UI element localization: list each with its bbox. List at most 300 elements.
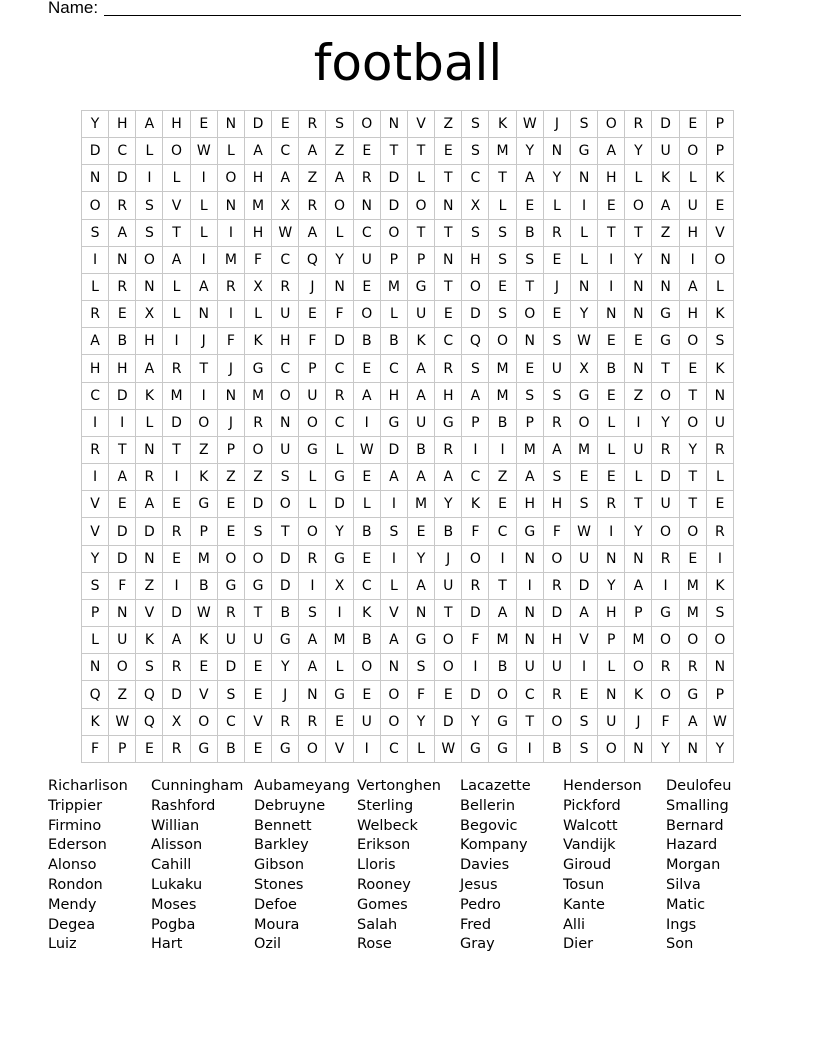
grid-cell[interactable]: O (517, 301, 544, 328)
grid-cell[interactable]: U (544, 654, 571, 681)
grid-cell[interactable]: S (571, 709, 598, 736)
grid-cell[interactable]: T (408, 220, 435, 247)
grid-cell[interactable]: B (435, 518, 462, 545)
grid-cell[interactable]: W (571, 328, 598, 355)
grid-cell[interactable]: E (163, 491, 190, 518)
grid-cell[interactable]: B (354, 627, 381, 654)
grid-cell[interactable]: E (354, 464, 381, 491)
grid-cell[interactable]: I (381, 491, 408, 518)
grid-cell[interactable]: S (462, 220, 489, 247)
grid-cell[interactable]: Z (652, 220, 679, 247)
grid-cell[interactable]: Y (625, 138, 652, 165)
grid-cell[interactable]: R (82, 437, 109, 464)
grid-cell[interactable]: E (218, 518, 245, 545)
grid-cell[interactable]: D (163, 681, 190, 708)
grid-cell[interactable]: A (354, 383, 381, 410)
grid-cell[interactable]: A (381, 627, 408, 654)
grid-cell[interactable]: D (435, 709, 462, 736)
grid-cell[interactable]: S (82, 220, 109, 247)
grid-cell[interactable]: K (707, 355, 734, 382)
grid-cell[interactable]: I (652, 573, 679, 600)
grid-cell[interactable]: G (218, 573, 245, 600)
grid-cell[interactable]: G (571, 383, 598, 410)
grid-cell[interactable]: H (598, 165, 625, 192)
grid-cell[interactable]: O (191, 410, 218, 437)
grid-cell[interactable]: D (272, 546, 299, 573)
grid-cell[interactable]: L (136, 410, 163, 437)
grid-cell[interactable]: D (272, 573, 299, 600)
grid-cell[interactable]: L (354, 491, 381, 518)
grid-cell[interactable]: P (462, 410, 489, 437)
grid-cell[interactable]: D (109, 165, 136, 192)
grid-cell[interactable]: S (136, 654, 163, 681)
grid-cell[interactable]: M (680, 573, 707, 600)
grid-cell[interactable]: G (462, 736, 489, 763)
grid-cell[interactable]: C (354, 220, 381, 247)
grid-cell[interactable]: K (625, 681, 652, 708)
grid-cell[interactable]: U (652, 491, 679, 518)
grid-cell[interactable]: U (598, 709, 625, 736)
grid-cell[interactable]: E (245, 681, 272, 708)
grid-cell[interactable]: S (136, 220, 163, 247)
grid-cell[interactable]: A (489, 600, 516, 627)
grid-cell[interactable]: K (707, 573, 734, 600)
grid-cell[interactable]: R (680, 654, 707, 681)
grid-cell[interactable]: V (82, 518, 109, 545)
grid-cell[interactable]: O (462, 274, 489, 301)
grid-cell[interactable]: N (136, 274, 163, 301)
grid-cell[interactable]: S (299, 600, 326, 627)
grid-cell[interactable]: D (109, 518, 136, 545)
grid-cell[interactable]: L (163, 165, 190, 192)
grid-cell[interactable]: F (299, 328, 326, 355)
grid-cell[interactable]: O (245, 437, 272, 464)
grid-cell[interactable]: D (109, 383, 136, 410)
grid-cell[interactable]: S (571, 111, 598, 138)
grid-cell[interactable]: U (408, 410, 435, 437)
grid-cell[interactable]: B (272, 600, 299, 627)
grid-cell[interactable]: K (707, 301, 734, 328)
grid-cell[interactable]: H (544, 627, 571, 654)
grid-cell[interactable]: D (544, 600, 571, 627)
grid-cell[interactable]: I (462, 437, 489, 464)
grid-cell[interactable]: Z (218, 464, 245, 491)
grid-cell[interactable]: N (381, 111, 408, 138)
grid-cell[interactable]: F (462, 518, 489, 545)
grid-cell[interactable]: M (218, 247, 245, 274)
grid-cell[interactable]: R (299, 192, 326, 219)
grid-cell[interactable]: S (245, 518, 272, 545)
grid-cell[interactable]: S (326, 111, 353, 138)
grid-cell[interactable]: N (218, 192, 245, 219)
grid-cell[interactable]: I (598, 518, 625, 545)
grid-cell[interactable]: O (245, 546, 272, 573)
grid-cell[interactable]: O (109, 654, 136, 681)
grid-cell[interactable]: A (517, 165, 544, 192)
grid-cell[interactable]: P (82, 600, 109, 627)
grid-cell[interactable]: I (299, 573, 326, 600)
grid-cell[interactable]: J (218, 410, 245, 437)
grid-cell[interactable]: B (354, 328, 381, 355)
grid-cell[interactable]: K (462, 491, 489, 518)
grid-cell[interactable]: D (462, 600, 489, 627)
grid-cell[interactable]: T (191, 355, 218, 382)
grid-cell[interactable]: A (435, 464, 462, 491)
grid-cell[interactable]: A (299, 220, 326, 247)
grid-cell[interactable]: V (136, 600, 163, 627)
grid-cell[interactable]: E (435, 301, 462, 328)
grid-cell[interactable]: A (299, 138, 326, 165)
grid-cell[interactable]: V (191, 681, 218, 708)
grid-cell[interactable]: S (544, 383, 571, 410)
grid-cell[interactable]: E (544, 247, 571, 274)
grid-cell[interactable]: G (191, 736, 218, 763)
grid-cell[interactable]: Y (326, 518, 353, 545)
grid-cell[interactable]: H (245, 165, 272, 192)
grid-cell[interactable]: I (571, 654, 598, 681)
grid-cell[interactable]: Z (489, 464, 516, 491)
grid-cell[interactable]: L (163, 301, 190, 328)
grid-cell[interactable]: O (381, 709, 408, 736)
grid-cell[interactable]: S (707, 328, 734, 355)
grid-cell[interactable]: R (652, 654, 679, 681)
grid-cell[interactable]: N (517, 627, 544, 654)
grid-cell[interactable]: C (435, 328, 462, 355)
grid-cell[interactable]: N (326, 274, 353, 301)
grid-cell[interactable]: I (163, 573, 190, 600)
grid-cell[interactable]: E (435, 681, 462, 708)
grid-cell[interactable]: U (109, 627, 136, 654)
grid-cell[interactable]: R (435, 355, 462, 382)
grid-cell[interactable]: E (218, 491, 245, 518)
grid-cell[interactable]: L (625, 464, 652, 491)
grid-cell[interactable]: K (408, 328, 435, 355)
grid-cell[interactable]: M (625, 627, 652, 654)
grid-cell[interactable]: A (381, 464, 408, 491)
grid-cell[interactable]: K (191, 627, 218, 654)
grid-cell[interactable]: I (462, 654, 489, 681)
grid-cell[interactable]: D (163, 410, 190, 437)
grid-cell[interactable]: Y (652, 410, 679, 437)
grid-cell[interactable]: K (652, 165, 679, 192)
grid-cell[interactable]: L (218, 138, 245, 165)
grid-cell[interactable]: I (136, 165, 163, 192)
grid-cell[interactable]: D (652, 111, 679, 138)
grid-cell[interactable]: W (517, 111, 544, 138)
grid-cell[interactable]: N (625, 274, 652, 301)
grid-cell[interactable]: H (544, 491, 571, 518)
grid-cell[interactable]: U (272, 437, 299, 464)
grid-cell[interactable]: G (652, 301, 679, 328)
grid-cell[interactable]: D (163, 600, 190, 627)
grid-cell[interactable]: N (381, 654, 408, 681)
grid-cell[interactable]: L (598, 410, 625, 437)
grid-cell[interactable]: G (435, 410, 462, 437)
grid-cell[interactable]: Q (462, 328, 489, 355)
grid-cell[interactable]: O (680, 627, 707, 654)
grid-cell[interactable]: O (489, 681, 516, 708)
grid-cell[interactable]: F (462, 627, 489, 654)
grid-cell[interactable]: Z (191, 437, 218, 464)
grid-cell[interactable]: O (136, 247, 163, 274)
grid-cell[interactable]: N (82, 165, 109, 192)
grid-cell[interactable]: B (544, 736, 571, 763)
grid-cell[interactable]: L (299, 464, 326, 491)
grid-cell[interactable]: I (571, 192, 598, 219)
grid-cell[interactable]: G (408, 274, 435, 301)
grid-cell[interactable]: D (82, 138, 109, 165)
grid-cell[interactable]: R (163, 355, 190, 382)
grid-cell[interactable]: M (571, 437, 598, 464)
grid-cell[interactable]: T (598, 220, 625, 247)
grid-cell[interactable]: M (245, 383, 272, 410)
grid-cell[interactable]: Y (652, 736, 679, 763)
grid-cell[interactable]: U (707, 410, 734, 437)
grid-cell[interactable]: G (326, 546, 353, 573)
grid-cell[interactable]: K (191, 464, 218, 491)
grid-cell[interactable]: P (381, 247, 408, 274)
grid-cell[interactable]: T (163, 437, 190, 464)
grid-cell[interactable]: T (680, 383, 707, 410)
grid-cell[interactable]: A (163, 627, 190, 654)
grid-cell[interactable]: U (625, 437, 652, 464)
grid-cell[interactable]: H (680, 301, 707, 328)
grid-cell[interactable]: X (272, 192, 299, 219)
grid-cell[interactable]: E (299, 301, 326, 328)
grid-cell[interactable]: F (82, 736, 109, 763)
grid-cell[interactable]: L (191, 220, 218, 247)
grid-cell[interactable]: E (625, 328, 652, 355)
grid-cell[interactable]: T (272, 518, 299, 545)
grid-cell[interactable]: P (707, 111, 734, 138)
grid-cell[interactable]: I (326, 600, 353, 627)
grid-cell[interactable]: O (191, 709, 218, 736)
grid-cell[interactable]: K (489, 111, 516, 138)
grid-cell[interactable]: R (707, 437, 734, 464)
grid-cell[interactable]: L (326, 220, 353, 247)
grid-cell[interactable]: S (544, 328, 571, 355)
grid-cell[interactable]: F (408, 681, 435, 708)
grid-cell[interactable]: G (326, 464, 353, 491)
grid-cell[interactable]: G (272, 736, 299, 763)
grid-cell[interactable]: E (571, 681, 598, 708)
grid-cell[interactable]: T (381, 138, 408, 165)
grid-cell[interactable]: C (517, 681, 544, 708)
grid-cell[interactable]: Y (408, 709, 435, 736)
grid-cell[interactable]: U (652, 138, 679, 165)
grid-cell[interactable]: T (435, 165, 462, 192)
grid-cell[interactable]: D (462, 681, 489, 708)
grid-cell[interactable]: O (435, 654, 462, 681)
grid-cell[interactable]: A (652, 192, 679, 219)
grid-cell[interactable]: L (680, 165, 707, 192)
grid-cell[interactable]: R (544, 220, 571, 247)
grid-cell[interactable]: T (517, 709, 544, 736)
grid-cell[interactable]: O (680, 410, 707, 437)
grid-cell[interactable]: E (707, 192, 734, 219)
grid-cell[interactable]: E (136, 736, 163, 763)
grid-cell[interactable]: O (299, 518, 326, 545)
grid-cell[interactable]: L (598, 654, 625, 681)
grid-cell[interactable]: E (354, 274, 381, 301)
grid-cell[interactable]: M (408, 491, 435, 518)
grid-cell[interactable]: D (109, 546, 136, 573)
grid-cell[interactable]: A (598, 138, 625, 165)
grid-cell[interactable]: C (218, 709, 245, 736)
grid-cell[interactable]: B (191, 573, 218, 600)
grid-cell[interactable]: J (272, 681, 299, 708)
grid-cell[interactable]: W (354, 437, 381, 464)
grid-cell[interactable]: O (707, 247, 734, 274)
grid-cell[interactable]: Z (326, 138, 353, 165)
grid-cell[interactable]: E (408, 518, 435, 545)
grid-cell[interactable]: M (245, 192, 272, 219)
grid-cell[interactable]: M (680, 600, 707, 627)
grid-cell[interactable]: E (598, 383, 625, 410)
grid-cell[interactable]: O (299, 736, 326, 763)
grid-cell[interactable]: R (707, 518, 734, 545)
grid-cell[interactable]: O (652, 627, 679, 654)
grid-cell[interactable]: I (218, 220, 245, 247)
grid-cell[interactable]: I (354, 410, 381, 437)
grid-cell[interactable]: A (408, 355, 435, 382)
grid-cell[interactable]: N (625, 355, 652, 382)
grid-cell[interactable]: T (489, 165, 516, 192)
grid-cell[interactable]: J (299, 274, 326, 301)
grid-cell[interactable]: R (136, 464, 163, 491)
grid-cell[interactable]: I (191, 383, 218, 410)
grid-cell[interactable]: R (109, 274, 136, 301)
grid-cell[interactable]: D (218, 654, 245, 681)
grid-cell[interactable]: N (680, 736, 707, 763)
grid-cell[interactable]: Y (82, 111, 109, 138)
grid-cell[interactable]: S (489, 301, 516, 328)
grid-cell[interactable]: R (109, 192, 136, 219)
grid-cell[interactable]: U (544, 355, 571, 382)
grid-cell[interactable]: U (517, 654, 544, 681)
grid-cell[interactable]: D (381, 165, 408, 192)
grid-cell[interactable]: T (435, 600, 462, 627)
grid-cell[interactable]: G (680, 681, 707, 708)
grid-cell[interactable]: Y (625, 518, 652, 545)
grid-cell[interactable]: E (354, 138, 381, 165)
grid-cell[interactable]: E (544, 301, 571, 328)
grid-cell[interactable]: S (462, 355, 489, 382)
grid-cell[interactable]: B (218, 736, 245, 763)
grid-cell[interactable]: E (354, 681, 381, 708)
grid-cell[interactable]: O (82, 192, 109, 219)
grid-cell[interactable]: D (245, 111, 272, 138)
grid-cell[interactable]: O (489, 328, 516, 355)
grid-cell[interactable]: D (245, 491, 272, 518)
grid-cell[interactable]: G (489, 736, 516, 763)
grid-cell[interactable]: N (625, 301, 652, 328)
grid-cell[interactable]: A (163, 247, 190, 274)
grid-cell[interactable]: G (489, 709, 516, 736)
grid-cell[interactable]: P (598, 627, 625, 654)
grid-cell[interactable]: E (680, 355, 707, 382)
grid-cell[interactable]: C (381, 355, 408, 382)
grid-cell[interactable]: Q (299, 247, 326, 274)
grid-cell[interactable]: R (652, 437, 679, 464)
grid-cell[interactable]: S (517, 247, 544, 274)
grid-cell[interactable]: U (435, 573, 462, 600)
grid-cell[interactable]: H (462, 247, 489, 274)
grid-cell[interactable]: V (381, 600, 408, 627)
grid-cell[interactable]: U (299, 383, 326, 410)
grid-cell[interactable]: C (326, 410, 353, 437)
grid-cell[interactable]: S (82, 573, 109, 600)
grid-cell[interactable]: A (517, 464, 544, 491)
grid-cell[interactable]: W (191, 600, 218, 627)
grid-cell[interactable]: N (707, 654, 734, 681)
grid-cell[interactable]: R (272, 709, 299, 736)
grid-cell[interactable]: N (435, 192, 462, 219)
grid-cell[interactable]: J (435, 546, 462, 573)
grid-cell[interactable]: A (191, 274, 218, 301)
grid-cell[interactable]: F (652, 709, 679, 736)
grid-cell[interactable]: O (680, 518, 707, 545)
grid-cell[interactable]: L (571, 247, 598, 274)
grid-cell[interactable]: R (245, 410, 272, 437)
grid-cell[interactable]: M (489, 627, 516, 654)
grid-cell[interactable]: D (381, 437, 408, 464)
grid-cell[interactable]: E (435, 138, 462, 165)
grid-cell[interactable]: M (381, 274, 408, 301)
grid-cell[interactable]: E (163, 546, 190, 573)
grid-cell[interactable]: P (408, 247, 435, 274)
grid-cell[interactable]: A (109, 464, 136, 491)
grid-cell[interactable]: R (544, 410, 571, 437)
grid-cell[interactable]: F (218, 328, 245, 355)
grid-cell[interactable]: O (163, 138, 190, 165)
grid-cell[interactable]: T (652, 355, 679, 382)
grid-cell[interactable]: E (571, 464, 598, 491)
grid-cell[interactable]: N (544, 138, 571, 165)
grid-cell[interactable]: L (381, 573, 408, 600)
grid-cell[interactable]: O (598, 111, 625, 138)
grid-cell[interactable]: E (517, 355, 544, 382)
grid-cell[interactable]: E (326, 709, 353, 736)
grid-cell[interactable]: E (489, 274, 516, 301)
grid-cell[interactable]: N (652, 247, 679, 274)
grid-cell[interactable]: T (625, 220, 652, 247)
grid-cell[interactable]: N (272, 410, 299, 437)
grid-cell[interactable]: I (381, 546, 408, 573)
grid-cell[interactable]: B (354, 518, 381, 545)
grid-cell[interactable]: S (272, 464, 299, 491)
grid-cell[interactable]: N (517, 328, 544, 355)
grid-cell[interactable]: O (544, 546, 571, 573)
grid-cell[interactable]: H (680, 220, 707, 247)
grid-cell[interactable]: R (354, 165, 381, 192)
grid-cell[interactable]: A (326, 165, 353, 192)
grid-cell[interactable]: H (109, 111, 136, 138)
grid-cell[interactable]: L (299, 491, 326, 518)
grid-cell[interactable]: T (517, 274, 544, 301)
grid-cell[interactable]: M (489, 383, 516, 410)
grid-cell[interactable]: L (598, 437, 625, 464)
grid-cell[interactable]: L (136, 138, 163, 165)
grid-cell[interactable]: I (707, 546, 734, 573)
grid-cell[interactable]: H (82, 355, 109, 382)
grid-cell[interactable]: M (489, 138, 516, 165)
grid-cell[interactable]: O (408, 192, 435, 219)
grid-cell[interactable]: I (82, 247, 109, 274)
grid-cell[interactable]: G (245, 355, 272, 382)
grid-cell[interactable]: O (435, 627, 462, 654)
grid-cell[interactable]: I (680, 247, 707, 274)
